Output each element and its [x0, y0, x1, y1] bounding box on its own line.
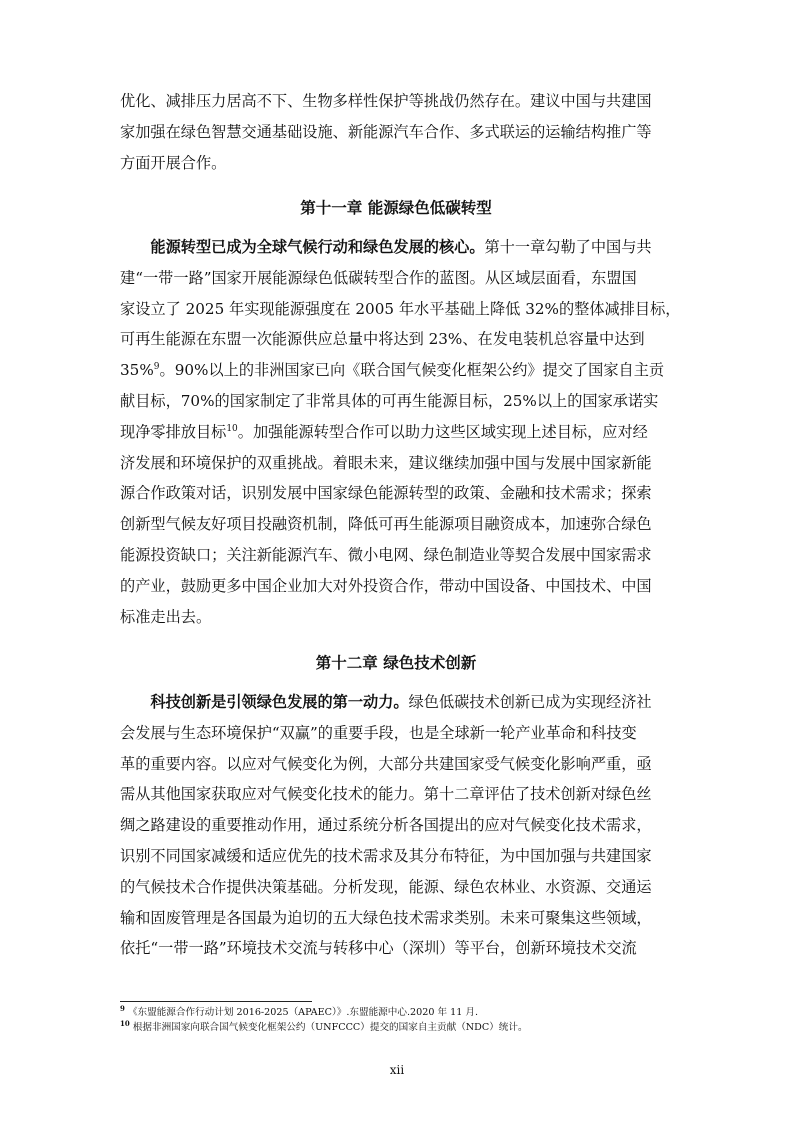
text-span: 第十一章勾勒了中国与共: [484, 238, 652, 256]
chapter-12-heading: 第十二章 绿色技术创新: [315, 653, 477, 672]
text-span: 。90%以上的非洲国家已向《联合国气候变化框架公约》提交了国家自主贡: [159, 361, 665, 380]
chapter-11-heading: 第十一章 能源绿色低碳转型: [300, 198, 492, 217]
footnote-9: [120, 1003, 680, 1020]
text-line: 的气候技术合作提供决策基础。分析发现，能源、绿色农林业、水资源、交通运: [120, 877, 652, 896]
text-span: 现净零排放目标: [120, 422, 227, 441]
chapter-11-paragraph: [120, 232, 681, 632]
footnote-divider: [120, 1001, 312, 1002]
text-line: 方面开展合作。: [120, 153, 227, 172]
paragraph-continuation: [120, 86, 672, 178]
text-line: 源合作政策对话，识别发展中国家绿色能源转型的政策、金融和技术需求；探索: [120, 484, 652, 503]
footnote-mark: 10: [120, 1018, 130, 1028]
text-line: 标准走出去。: [120, 607, 212, 626]
text-line: 献目标，70%的国家制定了非常具体的可再生能源目标，25%以上的国家承诺实: [120, 391, 659, 410]
text-line: 能源投资缺口；关注新能源汽车、微小电网、绿色制造业等契合发展中国家需求: [120, 545, 652, 564]
lead-sentence: 能源转型已成为全球气候行动和绿色发展的核心。: [150, 238, 485, 256]
text-span: 。加强能源转型合作可以助力这些区域实现上述目标，应对经: [237, 422, 648, 441]
text-line: [120, 417, 672, 448]
text-line: 济发展和环境保护的双重挑战。着眼未来，建议继续加强中国与发展中国家新能: [120, 453, 652, 472]
text-span: 35%: [120, 361, 154, 380]
text-line: [120, 232, 672, 263]
text-line: 会发展与生态环境保护“双赢”的重要手段，也是全球新一轮产业革命和科技变: [120, 723, 637, 742]
text-line: 的产业，鼓励更多中国企业加大对外投资合作，带动中国设备、中国技术、中国: [120, 576, 652, 595]
footnote-text: 《东盟能源合作行动计划 2016-2025（APAEC）》.东盟能源中心.2020 年 11 月.: [127, 1007, 479, 1018]
footnote-10: [120, 1018, 680, 1035]
chapter-12-paragraph: [120, 687, 672, 964]
footnote-ref-9[interactable]: 9: [153, 362, 160, 373]
page-number: xii: [389, 1063, 405, 1077]
footnote-ref-10[interactable]: 10: [226, 423, 238, 434]
text-span: 绿色低碳技术创新已成为实现经济社: [408, 693, 652, 711]
text-line: 需从其他国家获取应对气候变化技术的能力。第十二章评估了技术创新对绿色丝: [120, 785, 652, 804]
text-line: [120, 355, 672, 386]
footnote-text: 根据非洲国家向联合国气候变化框架公约（UNFCCC）提交的国家自主贡献（NDC）统计。: [132, 1022, 528, 1033]
text-line: 输和固废管理是各国最为迫切的五大绿色技术需求类别。未来可聚集这些领域，: [120, 908, 652, 927]
text-line: 创新型气候友好项目投融资机制，降低可再生能源项目融资成本，加速弥合绿色: [120, 515, 652, 534]
text-line: 可再生能源在东盟一次能源供应总量中将达到 23%、在发电装机总容量中达到: [120, 330, 645, 349]
text-line: 革的重要内容。以应对气候变化为例，大部分共建国家受气候变化影响严重，亟: [120, 754, 652, 773]
lead-sentence: 科技创新是引领绿色发展的第一动力。: [150, 693, 409, 711]
text-line: 优化、减排压力居高不下、生物多样性保护等挑战仍然存在。建议中国与共建国: [120, 92, 652, 110]
text-line: [120, 687, 672, 718]
text-line: 家设立了 2025 年实现能源强度在 2005 年水平基础上降低 32%的整体减排目标，: [120, 299, 681, 318]
footnote-mark: 9: [120, 1003, 125, 1013]
text-line: 识别不同国家减缓和适应优先的技术需求及其分布特征，为中国加强与共建国家: [120, 846, 652, 865]
text-line: 绸之路建设的重要推动作用，通过系统分析各国提出的应对气候变化技术需求，: [120, 816, 652, 835]
text-line: 建“一带一路”国家开展能源绿色低碳转型合作的蓝图。从区域层面看，东盟国: [120, 268, 637, 287]
text-line: 依托“一带一路”环境技术交流与转移中心（深圳）等平台，创新环境技术交流: [120, 939, 637, 958]
text-line: 家加强在绿色智慧交通基础设施、新能源汽车合作、多式联运的运输结构推广等: [120, 122, 652, 141]
